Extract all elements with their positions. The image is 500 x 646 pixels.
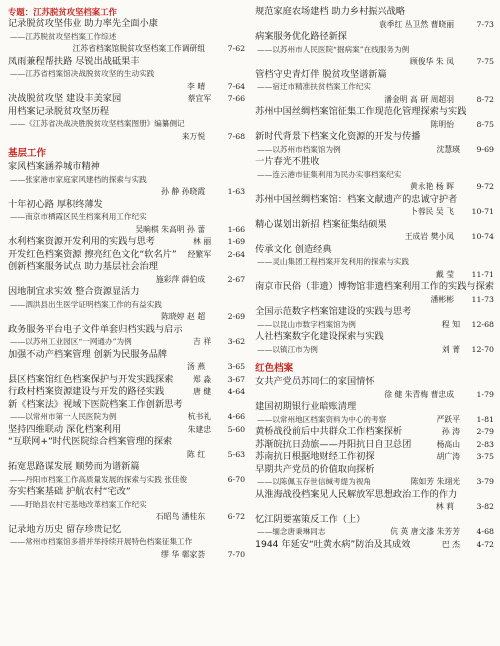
page-ref: 2-69 (227, 312, 246, 321)
author-names: 吴晌棋 朱高明 孙 蕾 (135, 224, 206, 234)
entry-title[interactable]: 决战脱贫攻坚 建设丰美家园 (8, 93, 122, 104)
page-ref: 7-73 (476, 19, 494, 29)
author-names: 陈明怡 (430, 119, 454, 129)
entry-subtitle: ——灵山集团工程档案开发利用的探索与实践 (257, 257, 409, 266)
entry-line[interactable] (8, 249, 245, 262)
page-ref: 7-64 (227, 81, 246, 91)
entry-title[interactable]: 管档守史青灯伴 脱贫攻坚谱新篇 (255, 68, 387, 80)
entry-title[interactable]: 苏南抗日根据地财经工作初探 (255, 451, 375, 462)
page-ref: 12-68 (471, 319, 494, 329)
entry-author (255, 501, 494, 514)
page-ref: 11-73 (471, 294, 494, 304)
author-names: 缪 华 鄣家荟 (161, 549, 206, 559)
entry-author (255, 231, 494, 244)
left-column (8, 6, 249, 646)
author-names: 李 晴 (187, 81, 206, 91)
page-ref: 1-79 (476, 389, 494, 399)
entry-title[interactable]: 传承文化 创造经典 (255, 243, 332, 255)
page-ref: 3-65 (227, 362, 246, 371)
entry-line[interactable] (255, 539, 494, 552)
entry-line (255, 344, 494, 357)
entry-line[interactable] (8, 374, 245, 387)
author-names: 林 丽 (193, 237, 212, 246)
author-names: 伉 英 唐文漆 朱芳芳 (390, 527, 460, 536)
page-ref: 9-72 (476, 182, 494, 191)
entry-subtitle: ——盱眙县农村宅基地改革档案工作纪实 (10, 499, 147, 509)
entry-title[interactable]: 南京市民俗（非遗）博物馆非遗档案利用工作的实践与探索 (255, 281, 494, 292)
author-names: 石昭鸟 潘桂东 (155, 512, 206, 521)
author-names: 陈如芳 朱翊光 (410, 477, 460, 486)
page-ref: 6-72 (227, 512, 246, 521)
author-names: 胡广涛 (436, 452, 460, 461)
page-ref: 2-67 (227, 274, 246, 284)
page-ref: 3-82 (476, 502, 494, 511)
entry-title[interactable]: 水利档案资源开发利用的实践与思考 (8, 236, 155, 247)
author-names: 孙 涛 (441, 427, 460, 436)
entry-title[interactable]: 从淮海战役档案见人民解放军思想政治工作的作力 (255, 488, 458, 500)
entry-author (8, 549, 245, 562)
page-ref: 8-75 (476, 119, 494, 129)
entry-title[interactable]: 记录地方历史 留存珍贵记忆 (8, 523, 122, 535)
entry-title[interactable]: 行政村档案资源建设与开发的路径实践 (8, 386, 165, 397)
author-names: 林 莉 (435, 502, 454, 511)
entry-title[interactable]: 新时代背景下档案文化资源的开发与传播 (255, 131, 421, 142)
page-ref: 1-63 (227, 187, 246, 196)
entry-title[interactable]: “互联网+”时代医院综合档案管理的探索 (8, 436, 173, 447)
entry-subtitle: ——以镇江市为例 (257, 344, 318, 354)
entry-line[interactable] (8, 386, 245, 399)
author-names: 孙 静 孙晓霞 (161, 187, 206, 196)
entry-subtitle: ——以苏州市档案馆为例 (257, 144, 341, 154)
entry-subtitle: ——泗洪县出生医学证明档案工作的有益实践 (10, 299, 162, 309)
page-ref: 3-67 (227, 374, 246, 384)
entry-subtitle: ——以昆山市数字档案馆为例 (257, 319, 356, 329)
entry-line (255, 526, 494, 539)
entry-line (8, 411, 245, 424)
entry-title[interactable]: 建国初期银行业暗账清理 (255, 401, 357, 412)
entry-subtitle: ——南京市栖霞区民生档案利用工作纪实 (10, 212, 147, 221)
author-names: 黄永艳 杨 晖 (410, 182, 454, 191)
page-ref: 3-62 (227, 337, 246, 346)
page-ref: 8-72 (476, 94, 494, 104)
entry-author (8, 43, 245, 56)
author-names: 袁季红 丛卫然 曹晓丽 (378, 19, 454, 29)
section-heading-grassroots: 基层工作 (8, 148, 47, 159)
page-ref: 10-74 (471, 232, 494, 241)
entry-title[interactable]: 一片春光不胜收 (255, 156, 320, 167)
entry-line[interactable] (8, 424, 245, 437)
entry-title[interactable]: 政务服务平台电子文件单套归档实践与启示 (8, 323, 183, 335)
entry-title[interactable]: 黄桥战役前后中共群众工作档案探析 (255, 426, 403, 437)
page-ref: 2-83 (476, 439, 494, 449)
author-names: 陈 红 (187, 449, 206, 459)
page-ref: 7-68 (227, 131, 246, 141)
entry-line[interactable] (8, 93, 245, 106)
entry-title[interactable]: 夯实档案基础 护航农村“宅改” (8, 486, 131, 497)
entry-subtitle: ——以常州市第一人民医院为例 (10, 412, 117, 421)
page-ref: 4-66 (227, 412, 246, 421)
entry-line (8, 474, 245, 487)
author-names: 施彩萍 薛伯成 (155, 274, 206, 284)
page-ref: 12-70 (471, 344, 494, 354)
page-ref: 4-68 (476, 527, 494, 536)
entry-author (255, 181, 494, 194)
author-names: 戴 莹 (435, 269, 454, 279)
entry-subtitle: ——张家港市家庭家风建档的探索与实践 (10, 174, 147, 184)
entry-author (8, 224, 245, 237)
entry-title[interactable]: 县区档案馆红色档案保护与开发实践探索 (8, 373, 174, 385)
entry-author (8, 311, 245, 324)
page-ref: 3-75 (476, 452, 494, 461)
entry-line (255, 476, 494, 489)
author-names: 朱建忠 (187, 424, 212, 434)
page-ref: 4-64 (227, 387, 246, 396)
author-names: 经繁军 (187, 249, 212, 259)
entry-subtitle: ——连云港市征集利用为民办实事档案纪实 (257, 169, 402, 179)
entry-title[interactable]: 拓宽思路谋发展 顺势而为谱新篇 (8, 461, 140, 472)
entry-title[interactable]: 精心谋划出新招 档案征集结硕果 (255, 218, 387, 230)
entry-author (255, 206, 494, 219)
page-ref: 7-75 (476, 57, 494, 66)
page-ref: 3-79 (476, 477, 494, 486)
section-heading-red-archives: 红色档案 (255, 363, 294, 374)
entry-author (255, 389, 494, 402)
entry-title[interactable]: 全国示范数字档案馆建设的实践与思考 (255, 306, 412, 317)
entry-line[interactable] (255, 426, 494, 439)
author-names: 徐 健 朱青梅 曹忠成 (384, 389, 454, 399)
author-names: 陈晓婷 赵 超 (161, 312, 206, 321)
page-ref: 1-69 (227, 237, 246, 246)
page-ref: 10-71 (471, 207, 494, 216)
entry-author (8, 511, 245, 524)
right-column (249, 6, 494, 646)
page-ref: 1-81 (476, 414, 494, 424)
entry-title[interactable]: 早期共产党员的价值取向探析 (255, 463, 375, 475)
page-ref: 4-72 (476, 539, 494, 549)
entry-subtitle: ——江苏脱贫攻坚档案工作综述 (10, 31, 117, 41)
entry-title[interactable]: 用档案记录脱贫攻坚历程 (8, 105, 110, 117)
author-names: 来万悦 (181, 131, 206, 141)
entry-line[interactable] (255, 451, 494, 464)
author-names: 杨高山 (436, 439, 460, 449)
entry-subtitle: ——常州市档案馆多措并举持续开展特色档案征集工作 (10, 537, 193, 546)
entry-title[interactable]: 人社档案数字化建设探索与实践 (255, 331, 384, 342)
author-names: 吉 祥 (193, 337, 212, 346)
entry-title[interactable]: 1944 年延安“吐黄水病”防治及其成效 (255, 538, 411, 550)
entry-line (8, 336, 245, 349)
author-names: 潘金明 高 研 周超羽 (384, 94, 454, 104)
author-names: 王成岩 樊小凤 (404, 232, 454, 241)
entry-title[interactable]: 开发红色档案资源 擦亮红色文化“软名片” (8, 248, 177, 260)
page-ref: 9-69 (476, 144, 494, 154)
page-ref: 2-64 (227, 249, 246, 259)
entry-title[interactable]: 创新档案服务试点 助力基层社会治理 (8, 261, 158, 272)
page-ref: 7-62 (227, 44, 246, 53)
page-ref: 5-63 (227, 449, 246, 459)
special-topic-heading: 专题：江苏脱贫攻坚档案工作 (8, 7, 117, 17)
page-ref: 7-66 (227, 94, 246, 103)
entry-title[interactable]: 凤雨兼程帮扶路 尽锐出战砥果丰 (8, 55, 140, 67)
entry-line (255, 414, 494, 427)
entry-title[interactable]: 女共产党员苏同仁的家国情怀 (255, 376, 375, 387)
entry-title[interactable]: 苏州中国丝绸档案馆：档案文献遗产的忠诚守护者 (255, 193, 458, 205)
entry-line (255, 144, 494, 157)
author-names: 汤 燕 (187, 362, 206, 371)
entry-line (255, 319, 494, 332)
entry-line[interactable] (8, 236, 245, 249)
author-names: 巴 杰 (441, 539, 460, 549)
entry-subtitle: ——以陈佩玉存世信缄考缇为视角 (257, 477, 372, 486)
author-names: 沈慧瑛 (436, 144, 460, 154)
author-names: 卜蓉民 吴 飞 (410, 207, 454, 216)
page-ref: 7-70 (227, 549, 246, 559)
author-names: 程 知 (441, 319, 460, 329)
entry-author (8, 131, 245, 144)
entry-author (8, 274, 245, 287)
author-names: 江苏省档案馆脱贫攻坚档案工作调研组 (72, 44, 206, 53)
entry-title[interactable]: 苏渐皖抗日劲旅——丹阳抗日自卫总团 (255, 438, 412, 450)
entry-subtitle: ——以苏州工业园区“一网通办”为例 (10, 337, 132, 346)
entry-subtitle: ——江苏省档案馆决战脱贫攻坚的生动实践 (10, 69, 155, 78)
entry-title[interactable]: 加强不动产档案管理 创新为民服务品牌 (8, 348, 168, 360)
entry-author (255, 269, 494, 282)
entry-author (8, 186, 245, 199)
author-names: 刘 菁 (441, 344, 460, 354)
page-ref: 11-71 (471, 269, 494, 279)
page-ref: 1-66 (227, 224, 246, 234)
entry-title[interactable]: 苏州中国丝绸档案馆征集工作现范化管理探索与实践 (255, 106, 467, 117)
entry-author (255, 56, 494, 69)
entry-line[interactable] (255, 439, 494, 452)
entry-title[interactable]: 忆江阴要塞策反工作（上） (255, 513, 366, 525)
entry-author (8, 449, 245, 462)
author-names: 顾俊华 朱 凤 (410, 57, 454, 66)
entry-title[interactable]: 因地制宜求实效 整合资源显活力 (8, 286, 140, 297)
entry-subtitle: ——丹阳市档案工作高质量发展的探索与实践 张佳俊 (10, 474, 188, 484)
entry-title[interactable]: 规范家庭农场建档 助力乡村振兴战略 (255, 6, 406, 17)
author-names: 潘彬彬 (430, 294, 454, 304)
page-ref: 5-60 (227, 424, 246, 434)
entry-author (255, 19, 494, 32)
entry-subtitle: ——以苏州市人民医院“掘病案”在线服务为例 (257, 44, 410, 54)
entry-subtitle: ——《江苏省决战决胜脱贫攻坚档案图册》编纂侧记 (10, 119, 185, 128)
author-names: 唐 健 (193, 387, 212, 396)
author-names: 杭书礼 (187, 412, 212, 421)
entry-title[interactable]: 病案服务优化路径新探 (255, 31, 347, 42)
author-names: 郑 淼 (193, 374, 212, 384)
author-names: 蔡宜军 (187, 94, 212, 103)
entry-author (8, 81, 245, 94)
author-names: 严跃平 (436, 414, 460, 424)
entry-title[interactable]: 十年初心路 厚积终薄发 (8, 198, 103, 210)
entry-author (255, 94, 494, 107)
page-ref: 6-70 (227, 474, 246, 484)
entry-subtitle: ——以常州地区档案资料为中心的考察 (257, 414, 387, 424)
entry-title[interactable]: 坚持四维联动 深化档案利用 (8, 423, 122, 435)
entry-title[interactable]: 家风档案涵养城市精神 (8, 161, 100, 172)
entry-author (255, 119, 494, 132)
entry-author (8, 361, 245, 374)
entry-title[interactable]: 新《档案法》视域下医院档案工作创新思考 (8, 398, 183, 410)
entry-author (255, 294, 494, 307)
entry-subtitle: ——缅念唐秉琳同志 (257, 527, 326, 536)
page-ref: 2-79 (476, 427, 494, 436)
entry-title[interactable]: 记录脱贫攻坚伟业 助力率先全面小康 (8, 18, 158, 29)
entry-subtitle: ——宿迁市精准扶贫档案工作纪实 (257, 82, 372, 91)
